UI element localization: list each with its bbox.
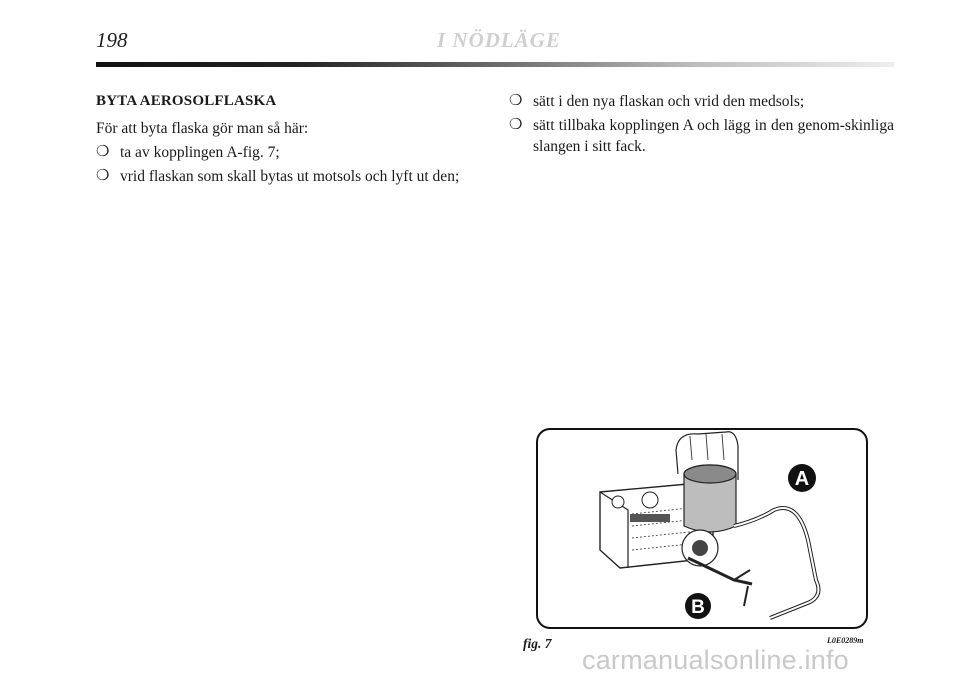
bullet-circle-icon: ❍ [509,117,523,133]
bullet-circle-icon: ❍ [509,93,523,109]
label-a: A [794,468,810,490]
page-number: 198 [96,28,128,52]
list-item [509,115,894,157]
list-item-text: sätt tillbaka kopplingen A och lägg in den genom-skinliga slangen i sitt fack. [533,117,894,155]
list-item-text: sätt i den nya flaskan och vrid den medsols; [533,93,805,110]
right-column [509,91,894,160]
figure-code: L0E0289m [827,636,864,645]
list-item-text: vrid flaskan som skall bytas ut motsols och lyft ut den; [120,168,460,185]
bullet-circle-icon: ❍ [96,168,110,184]
figure-caption: fig. 7 [523,636,552,651]
section-heading: BYTA AEROSOLFLASKA [96,93,277,109]
label-b: B [691,597,705,618]
bullet-circle-icon: ❍ [96,144,110,160]
hose-b [688,558,752,584]
list-item [96,166,481,187]
list-item-text: ta av kopplingen A-fig. 7; [120,144,280,161]
compressor-illustration [538,430,866,627]
header-rule [96,62,894,67]
watermark: carmanualsonline.info [582,645,849,675]
list-item [96,142,481,163]
chapter-title: I NÖDLÄGE [437,28,561,52]
figure-frame [536,428,868,629]
intro-text: För att byta flaska gör man så här: [96,120,309,137]
list-item [509,91,894,112]
left-column [96,91,481,190]
hose-a [734,508,818,618]
compressor-grille [630,514,670,522]
